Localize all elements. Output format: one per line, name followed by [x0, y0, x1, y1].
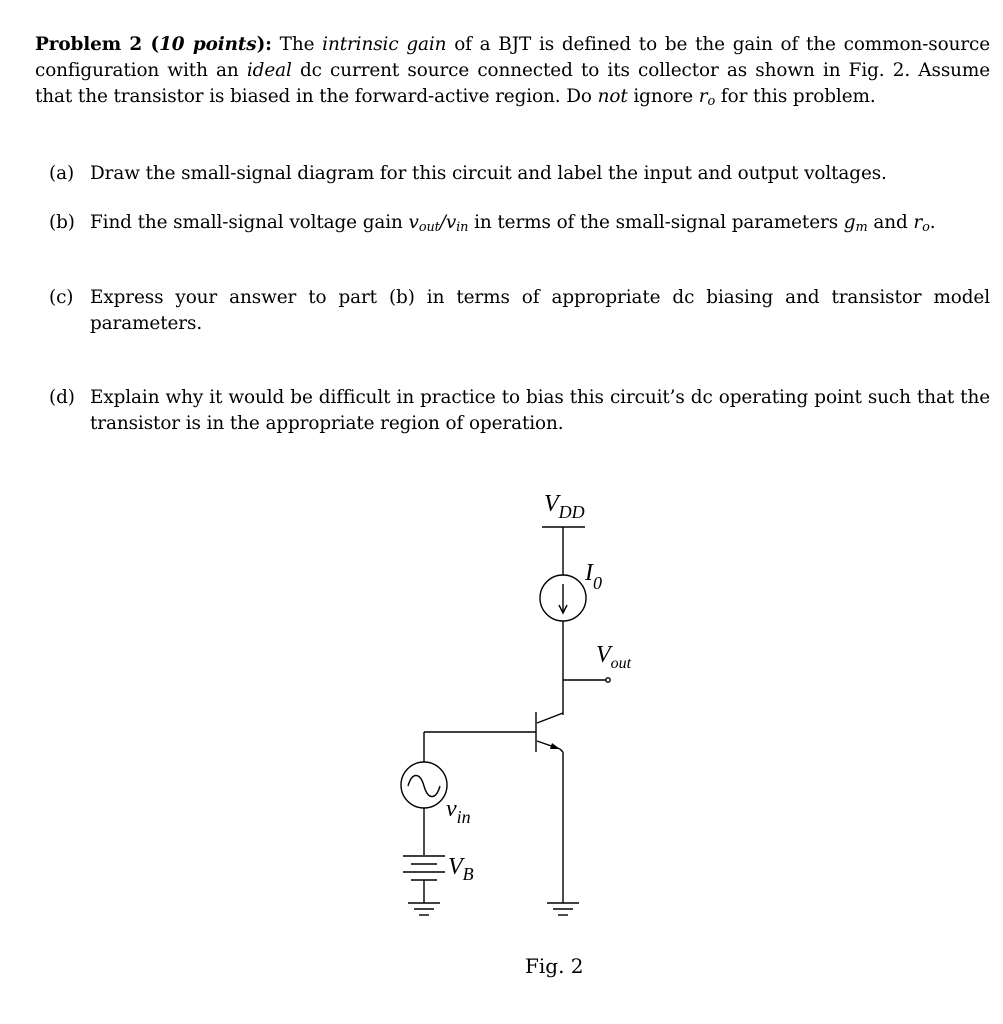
part-a-label: (a) — [49, 163, 75, 184]
battery-icon — [403, 856, 445, 880]
gain-expression: $v_{out}/v_{in}$ — [408, 212, 469, 235]
part-b-label: (b) — [49, 212, 75, 233]
vout-terminal — [606, 678, 610, 682]
vin-label: $v_{in}$ — [446, 796, 471, 827]
term-intrinsic-gain: intrinsic gain — [322, 34, 447, 55]
i0-label: $I_0$ — [585, 560, 602, 593]
npn-transistor-icon — [536, 712, 563, 752]
part-c-text: Express your answer to part (b) in terms of appropriate dc biasing and transistor model parameters. — [90, 287, 990, 334]
ground-icon — [547, 903, 579, 915]
vout-label: $V_{out}$ — [596, 642, 632, 672]
part-d-label: (d) — [49, 387, 75, 408]
ac-source-icon — [401, 762, 447, 808]
emitter-stub — [560, 749, 563, 752]
part-b-text: Find the small-signal voltage gain $v_{out}/v_{in}$ in terms of the small-signal parameters $g_m$ and $r_o$. — [90, 212, 936, 235]
problem-statement: Problem 2 (10 points): The intrinsic gain of a BJT is defined to be the gain of the common-source configuration with an ideal dc current source connected to its collector as shown in Fig. 2. Assume that the transistor is biased in the forward-active region. Do not ignore $r_o$ for this problem. — [35, 34, 991, 109]
term-ideal: ideal — [246, 60, 292, 81]
current-source-icon — [540, 575, 586, 621]
term-not: not — [597, 86, 628, 107]
ro-symbol: $r_o$ — [913, 212, 930, 235]
figure-caption: Fig. 2 — [525, 954, 584, 978]
term-ro: $r_o$ — [698, 86, 716, 109]
part-c-label: (c) — [49, 287, 74, 308]
vb-label: $V_B$ — [448, 854, 474, 884]
part-d-text: Explain why it would be difficult in practice to bias this circuit’s dc operating point such that the transistor is in the appropriate region of operation. — [90, 387, 990, 434]
problem-title: Problem 2 (10 points): — [35, 34, 272, 55]
gm-symbol: $g_m$ — [843, 212, 868, 235]
vdd-label: $V_{DD}$ — [544, 491, 585, 522]
ground-icon — [408, 903, 440, 915]
part-a-text: Draw the small-signal diagram for this circuit and label the input and output voltages. — [90, 163, 887, 184]
